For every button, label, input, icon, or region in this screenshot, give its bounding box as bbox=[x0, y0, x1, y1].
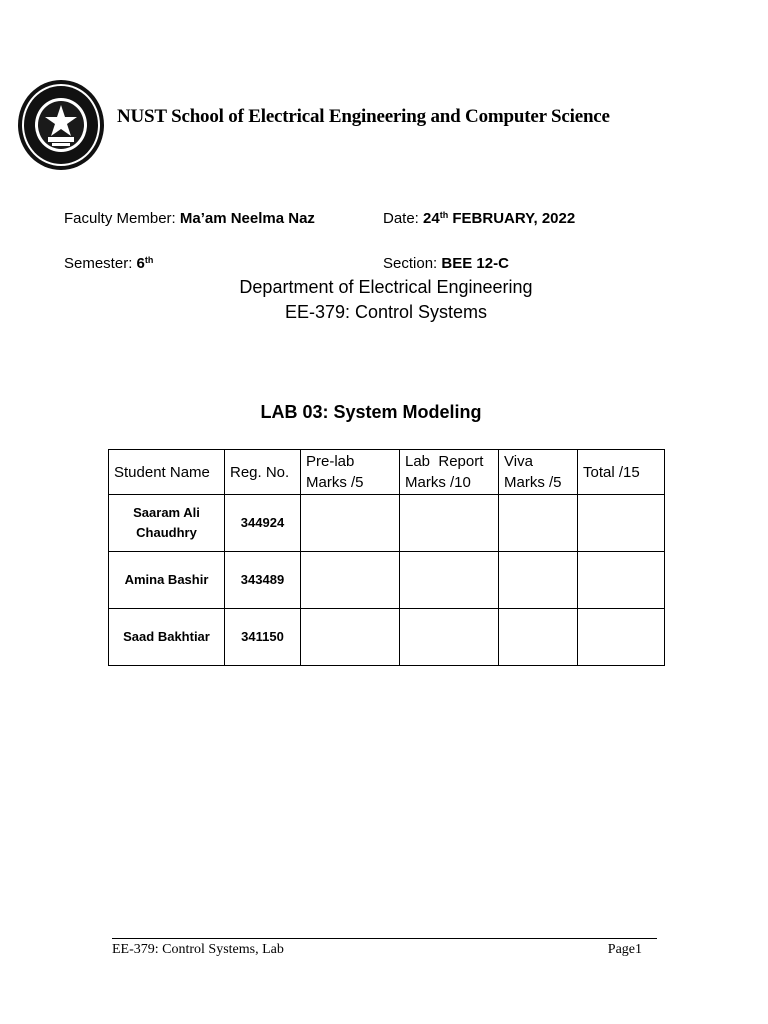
student-name-cell: Saaram Ali Chaudhry bbox=[109, 495, 225, 552]
section-value: BEE 12-C bbox=[441, 255, 509, 272]
date-suffix: th bbox=[439, 210, 449, 220]
total-cell bbox=[578, 495, 665, 552]
course-name: EE-379: Control Systems bbox=[284, 302, 488, 322]
faculty-value: Ma’am Neelma Naz bbox=[179, 210, 315, 227]
viva-cell bbox=[499, 552, 578, 609]
lab-report-cell bbox=[400, 609, 499, 666]
header-reg-no: Reg. No. bbox=[225, 450, 301, 495]
student-name-cell: Saad Bakhtiar bbox=[109, 609, 225, 666]
header-viva: Viva Marks /5 bbox=[499, 450, 578, 495]
department-name: Department of Electrical Engineering bbox=[239, 277, 533, 297]
lab-title: LAB 03: System Modeling bbox=[260, 402, 482, 422]
date-day: 24 bbox=[423, 210, 440, 227]
reg-no-cell: 344924 bbox=[225, 495, 301, 552]
reg-no-cell: 341150 bbox=[225, 609, 301, 666]
prelab-cell bbox=[301, 609, 400, 666]
total-cell bbox=[578, 609, 665, 666]
footer-divider bbox=[112, 938, 657, 939]
reg-no-cell: 343489 bbox=[225, 552, 301, 609]
student-name-cell: Amina Bashir bbox=[109, 552, 225, 609]
semester bbox=[64, 255, 153, 272]
header-lab-report: Lab Report Marks /10 bbox=[400, 450, 499, 495]
viva-cell bbox=[499, 609, 578, 666]
header-total: Total /15 bbox=[578, 450, 665, 495]
date bbox=[383, 210, 575, 227]
table-header-row bbox=[109, 450, 665, 495]
semester-value: 6 bbox=[136, 255, 145, 272]
date-label: Date: bbox=[383, 210, 419, 227]
table-row bbox=[109, 495, 665, 552]
total-cell bbox=[578, 552, 665, 609]
semester-label: Semester: bbox=[64, 255, 133, 272]
section bbox=[383, 255, 509, 272]
faculty-label: Faculty Member: bbox=[64, 210, 176, 227]
prelab-cell bbox=[301, 495, 400, 552]
marks-table bbox=[108, 449, 665, 666]
date-month-year: FEBRUARY, 2022 bbox=[452, 210, 576, 227]
lab-report-cell bbox=[400, 552, 499, 609]
semester-suffix: th bbox=[144, 255, 154, 265]
university-logo bbox=[17, 79, 105, 171]
section-label: Section: bbox=[383, 255, 438, 272]
table-row bbox=[109, 609, 665, 666]
header-student-name: Student Name bbox=[109, 450, 225, 495]
school-name: NUST School of Electrical Engineering and Computer Science bbox=[117, 106, 610, 127]
lab-report-cell bbox=[400, 495, 499, 552]
faculty-member bbox=[64, 210, 315, 227]
footer-course: EE-379: Control Systems, Lab bbox=[112, 942, 284, 957]
viva-cell bbox=[499, 495, 578, 552]
prelab-cell bbox=[301, 552, 400, 609]
page-number: Page1 bbox=[607, 942, 642, 957]
header-prelab: Pre-lab Marks /5 bbox=[301, 450, 400, 495]
table-row bbox=[109, 552, 665, 609]
